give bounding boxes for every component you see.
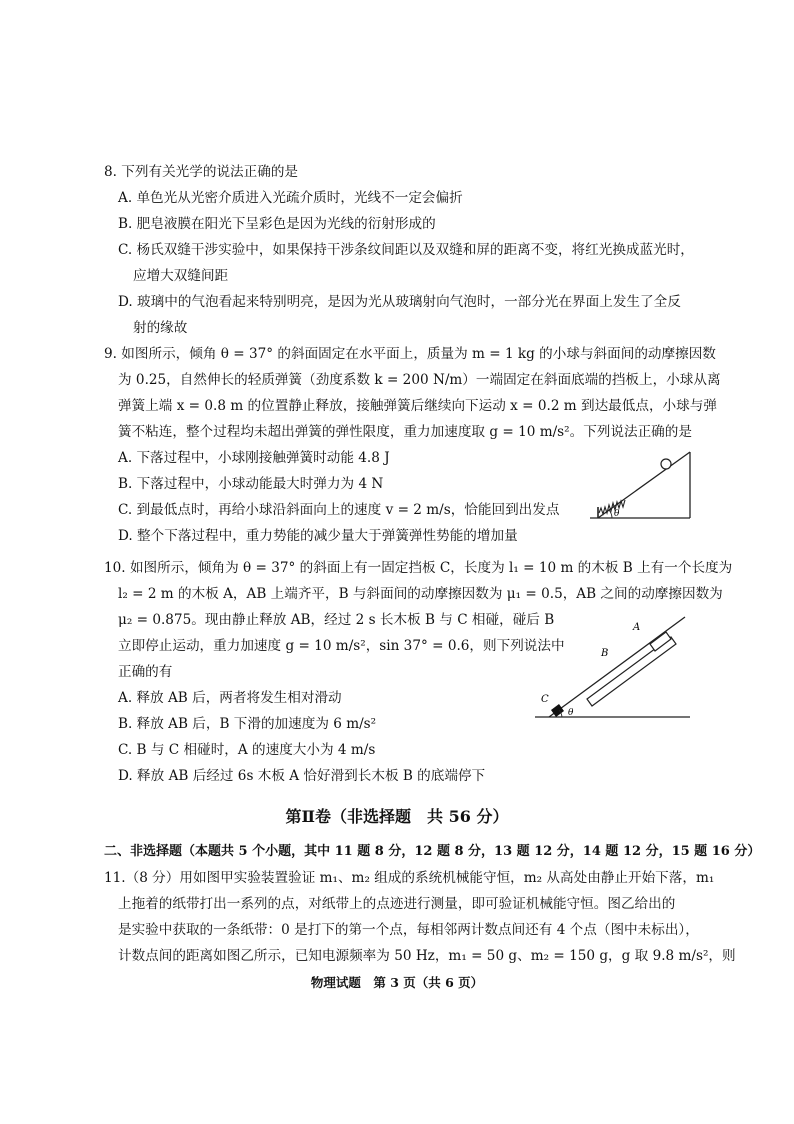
q10-stem-line: 正确的有 (118, 664, 173, 680)
q10-option-c: C. B 与 C 相碰时，A 的速度大小为 4 m/s (118, 742, 376, 758)
angle-label: θ (614, 509, 620, 519)
q10-option-b: B. 释放 AB 后，B 下滑的加速度为 6 m/s² (118, 716, 377, 732)
label-b: B (601, 648, 609, 659)
q11-stem-line: 上拖着的纸带打出一系列的点，对纸带上的点迹进行测量，即可验证机械能守恒。图乙给出的 (118, 896, 676, 912)
q8-option-d-cont: 射的缘故 (133, 320, 188, 336)
incline-surface (549, 617, 685, 717)
ball (661, 459, 671, 469)
q9-stem-line: 簧不粘连，整个过程均未超出弹簧的弹性限度，重力加速度取 g = 10 m/s²。下列说法正确的是 (118, 424, 692, 440)
q9-incline-diagram (590, 450, 700, 524)
q10-incline-diagram (535, 600, 695, 722)
q9-stem-line: 弹簧上端 x = 0.8 m 的位置静止释放，接触弹簧后继续向下运动 x = 0.2 m 到达最低点，小球与弹 (118, 398, 717, 414)
q10-stem-line: μ₂ = 0.875。现由静止释放 AB，经过 2 s 长木板 B 与 C 相碰，碰后 B (118, 612, 555, 628)
q9-option-b: B. 下落过程中，小球动能最大时弹力为 4 N (118, 476, 384, 492)
q10-stem-line: l₂ = 2 m 的木板 A，AB 上端齐平，B 与斜面间的动摩擦因数为 μ₁ = 0.5，AB 之间的动摩擦因数为 (118, 586, 723, 602)
page-footer: 物理试题 第 3 页（共 6 页） (310, 975, 484, 990)
label-c: C (541, 694, 549, 705)
q11-stem-line: 计数点间的距离如图乙所示，已知电源频率为 50 Hz，m₁ = 50 g、m₂ = 150 g，g 取 9.8 m/s²，则 (118, 948, 736, 964)
q10-option-d: D. 释放 AB 后经过 6s 木板 A 恰好滑到长木板 B 的底端停下 (118, 768, 486, 784)
q8-option-d: D. 玻璃中的气泡看起来特别明亮，是因为光从玻璃射向气泡时，一部分光在界面上发生了全反 (118, 294, 681, 310)
q8-option-b: B. 肥皂液膜在阳光下呈彩色是因为光线的衍射形成的 (118, 216, 436, 232)
section-title: 第Ⅱ卷（非选择题 共 56 分） (285, 807, 509, 826)
q8-option-c-cont: 应增大双缝间距 (133, 268, 229, 284)
q9-stem-line: 为 0.25，自然伸长的轻质弹簧（劲度系数 k = 200 N/m）一端固定在斜面底端的挡板上，小球从离 (118, 372, 721, 388)
spring (599, 500, 625, 514)
q11-stem-line: 是实验中获取的一条纸带：0 是打下的第一个点，每相邻两计数点间还有 4 个点（图中未标出）， (118, 922, 699, 938)
section-header: 二、非选择题（本题共 5 个小题，其中 11 题 8 分，12 题 8 分，13 题 12 分，14 题 12 分，15 题 16 分） (104, 844, 761, 859)
q9-stem-line: 9. 如图所示，倾角 θ = 37° 的斜面固定在水平面上，质量为 m = 1 kg 的小球与斜面间的动摩擦因数 (104, 346, 716, 362)
q10-option-a: A. 释放 AB 后，两者将发生相对滑动 (118, 690, 342, 706)
q11-stem-line: 11.（8 分）用如图甲实验装置验证 m₁、m₂ 组成的系统机械能守恒，m₂ 从高处由静止开始下落，m₁ (104, 870, 715, 886)
q10-stem-line: 10. 如图所示，倾角为 θ = 37° 的斜面上有一固定挡板 C，长度为 l₁ = 10 m 的木板 B 上有一个长度为 (104, 560, 733, 576)
q8-stem: 8. 下列有关光学的说法正确的是 (104, 164, 299, 180)
q9-option-a: A. 下落过程中，小球刚接触弹簧时动能 4.8 J (118, 450, 390, 466)
q9-option-c: C. 到最低点时，再给小球沿斜面向上的速度 v = 2 m/s，恰能回到出发点 (118, 502, 560, 518)
q8-option-c: C. 杨氏双缝干涉实验中，如果保持干涉条纹间距以及双缝和屏的距离不变，将红光换成蓝光时， (118, 242, 694, 258)
q9-option-d: D. 整个下落过程中，重力势能的减少量大于弹簧弹性势能的增加量 (118, 528, 518, 544)
angle-label: θ (568, 708, 574, 718)
q10-stem-line: 立即停止运动，重力加速度 g = 10 m/s²，sin 37° = 0.6，则下列说法中 (118, 638, 565, 654)
label-a: A (633, 622, 641, 633)
q8-option-a: A. 单色光从光密介质进入光疏介质时，光线不一定会偏折 (118, 190, 463, 206)
